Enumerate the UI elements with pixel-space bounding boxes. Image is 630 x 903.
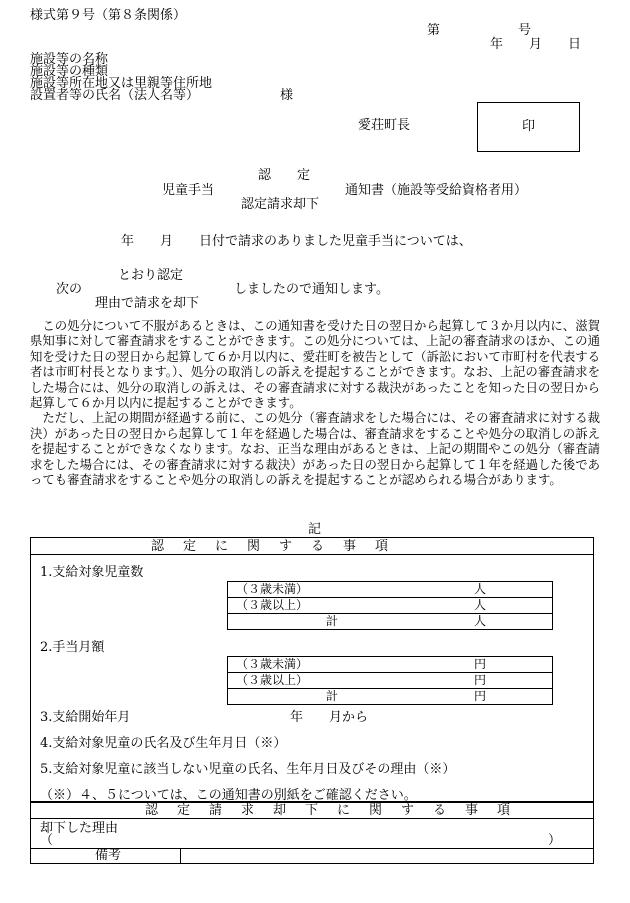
table-cell bbox=[228, 582, 553, 598]
item-2-table bbox=[227, 656, 553, 705]
item-1-table bbox=[227, 581, 553, 630]
title-kyakka: 認定請求却下 bbox=[241, 197, 320, 212]
remarks-label: 備考 bbox=[95, 848, 122, 863]
ki-mark: 記 bbox=[308, 522, 322, 537]
kyakka-paren-open: （ bbox=[40, 833, 54, 848]
kyakka-heading-divider bbox=[30, 818, 594, 819]
row-label: （３歳以上） bbox=[236, 673, 309, 687]
kyakka-paren-close: ） bbox=[548, 833, 562, 848]
recipient-line-4: 設置者等の氏名（法人名等） bbox=[30, 88, 200, 103]
item-4-label: 4.支給対象児童の氏名及び生年月日（※） bbox=[40, 736, 287, 751]
table-row bbox=[228, 657, 553, 673]
seal-box bbox=[477, 102, 580, 152]
appeal-notice bbox=[30, 318, 600, 487]
table-cell bbox=[228, 614, 553, 630]
document-number-text: 第 号 bbox=[427, 23, 532, 38]
row-label: （３歳未満） bbox=[236, 657, 309, 671]
table-row bbox=[228, 689, 553, 705]
item-2-label: 2.手当月額 bbox=[40, 640, 105, 655]
row-unit: 人 bbox=[473, 598, 486, 612]
item-3-value: 年 月から bbox=[290, 710, 369, 725]
recipient-line-3: 施設等所在地又は里親等住所地 bbox=[30, 76, 213, 91]
nintei-heading-divider bbox=[30, 554, 594, 555]
item-1-label: 1.支給対象児童数 bbox=[40, 565, 144, 580]
row-unit: 人 bbox=[473, 614, 486, 628]
seal-mark: 印 bbox=[522, 119, 536, 134]
item-note: （※）４、５については、この通知書の別紙をご確認ください。 bbox=[40, 788, 417, 803]
honorific: 様 bbox=[280, 88, 294, 103]
document-number bbox=[427, 23, 597, 38]
row-label: 計 bbox=[326, 614, 339, 628]
intro-date-line: 年 月 日付で請求のありました児童手当については、 bbox=[121, 234, 472, 249]
table-cell bbox=[228, 657, 553, 673]
issue-date: 年 月 日 bbox=[490, 37, 582, 52]
row-label: （３歳以上） bbox=[236, 598, 309, 612]
issuer-name: 愛荘町長 bbox=[358, 118, 411, 133]
title-jidou-teate: 児童手当 bbox=[162, 183, 215, 198]
appeal-paragraph-1: この処分について不服があるときは、この通知書を受けた日の翌日から起算して３か月以内に、滋賀県知事に対して審査請求をすることができます。この処分については、上記の審査請求のほか、この通知を受けた日の翌日から起算して６か月以内に、愛荘町を被告として（訴訟において市町村を代表する者は市町村長となります。）、処分の取消しの訴えを提起することができます。なお、上記の審査請求をした場合には、処分の取消しの訴えは、その審査請求に対する裁決があったことを知った日の翌日から起算して６か月以内に提起することができます。 bbox=[30, 318, 600, 411]
row-unit: 円 bbox=[473, 689, 486, 703]
intro-next: 次の bbox=[56, 282, 83, 297]
intro-option-kyakka: 理由で請求を却下 bbox=[95, 296, 200, 311]
recipient-line-2: 施設等の種類 bbox=[30, 64, 109, 79]
kyakka-heading: 認 定 請 求 却 下 に 関 す る 事 項 bbox=[145, 803, 514, 818]
row-unit: 円 bbox=[473, 657, 486, 671]
remarks-column-divider bbox=[180, 848, 181, 863]
kyakka-reason-label: 却下した理由 bbox=[40, 821, 119, 836]
recipient-line-1: 施設等の名称 bbox=[30, 52, 109, 67]
row-unit: 円 bbox=[473, 673, 486, 687]
item-3-label: 3.支給開始年月 bbox=[40, 710, 131, 725]
title-notice: 通知書（施設等受給資格者用） bbox=[345, 183, 528, 198]
appeal-paragraph-2: ただし、上記の期間が経過する前に、この処分（審査請求をした場合には、その審査請求に対する裁決）があった日の翌日から起算して１年を経過した場合は、審査請求をすることや処分の取消しの訴えを提起することができなくなります。なお、正当な理由があるときは、上記の期間やこの処分（審査請求をした場合には、その審査請求に対する裁決）があった日の翌日から起算して１年を経過した後であっても審査請求をすることや処分の取消しの訴えを提起することが認められる場合があります。 bbox=[30, 410, 600, 488]
title-nintei: 認 定 bbox=[258, 168, 311, 183]
table-row bbox=[228, 673, 553, 689]
table-cell bbox=[228, 673, 553, 689]
nintei-heading: 認 定 に 関 す る 事 項 bbox=[151, 539, 392, 554]
row-unit: 人 bbox=[473, 582, 486, 596]
form-number: 様式第９号（第８条関係） bbox=[30, 8, 187, 23]
intro-option-nintei: とおり認定 bbox=[118, 268, 184, 283]
row-label: （３歳未満） bbox=[236, 582, 309, 596]
table-row bbox=[228, 582, 553, 598]
intro-tail: しましたので通知します。 bbox=[234, 282, 389, 297]
item-5-label: 5.支給対象児童に該当しない児童の氏名、生年月日及びその理由（※） bbox=[40, 762, 456, 777]
table-cell bbox=[228, 689, 553, 705]
table-row bbox=[228, 598, 553, 614]
table-row bbox=[228, 614, 553, 630]
row-label: 計 bbox=[326, 689, 339, 703]
table-cell bbox=[228, 598, 553, 614]
